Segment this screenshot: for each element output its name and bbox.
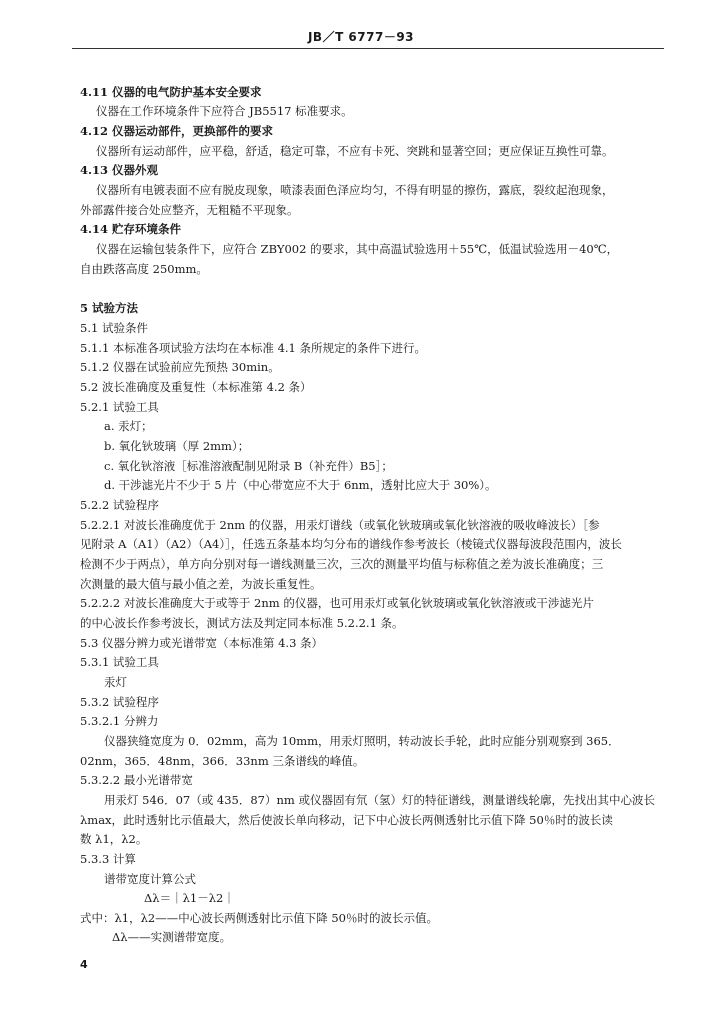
list-item-a: a. 汞灯； bbox=[104, 419, 153, 433]
clause-5-2-2-1-line-4: 次测量的最大值与最小值之差，为波长重复性。 bbox=[80, 577, 322, 591]
section-5-heading: 5 试验方法 bbox=[80, 301, 139, 315]
clause-5-2-2-1-line-1: 5.2.2.1 对波长准确度优于 2nm 的仪器，用汞灯谱线（或氧化钬玻璃或氧化钬溶液的吸收峰波长）［参 bbox=[80, 518, 600, 532]
clause-5-2-1: 5.2.1 试验工具 bbox=[80, 400, 159, 414]
header-rule bbox=[72, 48, 664, 49]
clause-5-2-2-2-line-2: 的中心波长作参考波长，测试方法及判定同本标准 5.2.2.1 条。 bbox=[80, 616, 404, 630]
clause-5-1: 5.1 试验条件 bbox=[80, 321, 148, 335]
standard-number-header: JB／T 6777－93 bbox=[307, 30, 415, 44]
clause-5-1-2: 5.1.2 仪器在试验前应先预热 30min。 bbox=[80, 360, 280, 374]
clause-4-11-text: 仪器在工作环境条件下应符合 JB5517 标准要求。 bbox=[96, 104, 353, 118]
clause-5-2-2-1-line-3: 检测不少于两点），单方向分别对每一谱线测量三次，三次的测量平均值与标称值之差为波长准确度；三 bbox=[80, 557, 604, 571]
clause-5-3: 5.3 仪器分辨力或光谱带宽（本标准第 4.3 条） bbox=[80, 636, 324, 650]
clause-5-3-2-2-text-3: 数 λ1，λ2。 bbox=[80, 832, 148, 846]
formula-caption: 谱带宽度计算公式 bbox=[104, 872, 196, 886]
clause-5-3-2: 5.3.2 试验程序 bbox=[80, 695, 159, 709]
page-number: 4 bbox=[80, 958, 88, 971]
clause-5-2: 5.2 波长准确度及重复性（本标准第 4.2 条） bbox=[80, 380, 312, 394]
clause-5-3-2-2-text-2: λmax，此时透射比示值最大，然后使波长单向移动，记下中心波长两侧透射比示值下降 50％时的波长读 bbox=[80, 813, 613, 827]
list-item-d: d. 干涉滤光片不少于 5 片（中心带宽应不大于 6nm，透射比应大于 30%）。 bbox=[104, 478, 497, 492]
clause-5-2-2: 5.2.2 试验程序 bbox=[80, 498, 159, 512]
clause-5-1-1: 5.1.1 本标准各项试验方法均在本标准 4.1 条所规定的条件下进行。 bbox=[80, 341, 427, 355]
clause-4-14-text-1: 仪器在运输包装条件下，应符合 ZBY002 的要求，其中高温试验选用＋55℃，低温试验选用－40℃， bbox=[96, 242, 619, 256]
formula-where-2: Δλ——实测谱带宽度。 bbox=[112, 930, 232, 944]
clause-4-13-text-1: 仪器所有电镀表面不应有脱皮现象，喷漆表面色泽应均匀，不得有明显的擦伤，露底，裂纹起泡现象， bbox=[96, 183, 614, 197]
clause-5-3-3: 5.3.3 计算 bbox=[80, 852, 136, 866]
clause-5-3-1-text: 汞灯 bbox=[104, 675, 127, 689]
clause-4-14-text-2: 自由跌落高度 250mm。 bbox=[80, 262, 208, 276]
clause-4-12-text: 仪器所有运动部件，应平稳，舒适，稳定可靠，不应有卡死、突跳和显著空回；更应保证互换性可靠。 bbox=[96, 144, 614, 158]
clause-5-2-2-2-line-1: 5.2.2.2 对波长准确度大于或等于 2nm 的仪器，也可用汞灯或氧化钬玻璃或氧化钬溶液或干涉滤光片 bbox=[80, 596, 594, 610]
formula-where-1: 式中：λ1，λ2——中心波长两侧透射比示值下降 50％时的波长示值。 bbox=[80, 911, 438, 925]
clause-4-13-heading: 4.13 仪器外观 bbox=[80, 163, 159, 177]
clause-4-14-heading: 4.14 贮存环境条件 bbox=[80, 222, 182, 236]
clause-5-3-2-2-text-1: 用汞灯 546．07（或 435．87）nm 或仪器固有氘（氢）灯的特征谱线，测量谱线轮廓，先找出其中心波长 bbox=[104, 793, 655, 807]
clause-5-3-2-1: 5.3.2.1 分辨力 bbox=[80, 714, 159, 728]
formula: Δλ＝｜λ1－λ2｜ bbox=[144, 891, 235, 905]
list-item-c: c. 氧化钬溶液［标准溶液配制见附录 B（补充件）B5］； bbox=[104, 459, 393, 473]
clause-5-3-2-2: 5.3.2.2 最小光谱带宽 bbox=[80, 773, 193, 787]
clause-5-3-1: 5.3.1 试验工具 bbox=[80, 655, 159, 669]
clause-4-11-heading: 4.11 仪器的电气防护基本安全要求 bbox=[80, 85, 262, 99]
clause-4-12-heading: 4.12 仪器运动部件，更换部件的要求 bbox=[80, 124, 274, 138]
clause-5-2-2-1-line-2: 见附录 A（A1）（A2）（A4）］，任选五条基本均匀分布的谱线作参考波长（棱镜式仪器每波段范围内，波长 bbox=[80, 537, 622, 551]
list-item-b: b. 氧化钬玻璃（厚 2mm）； bbox=[104, 439, 250, 453]
clause-5-3-2-1-text-1: 仪器狭缝宽度为 0．02mm，高为 10mm，用汞灯照明，转动波长手轮，此时应能分别观察到 365． bbox=[104, 734, 620, 748]
clause-5-3-2-1-text-2: 02nm，365．48nm，366．33nm 三条谱线的峰值。 bbox=[80, 754, 365, 768]
clause-4-13-text-2: 外部露件接合处应整齐，无粗糙不平现象。 bbox=[80, 203, 299, 217]
